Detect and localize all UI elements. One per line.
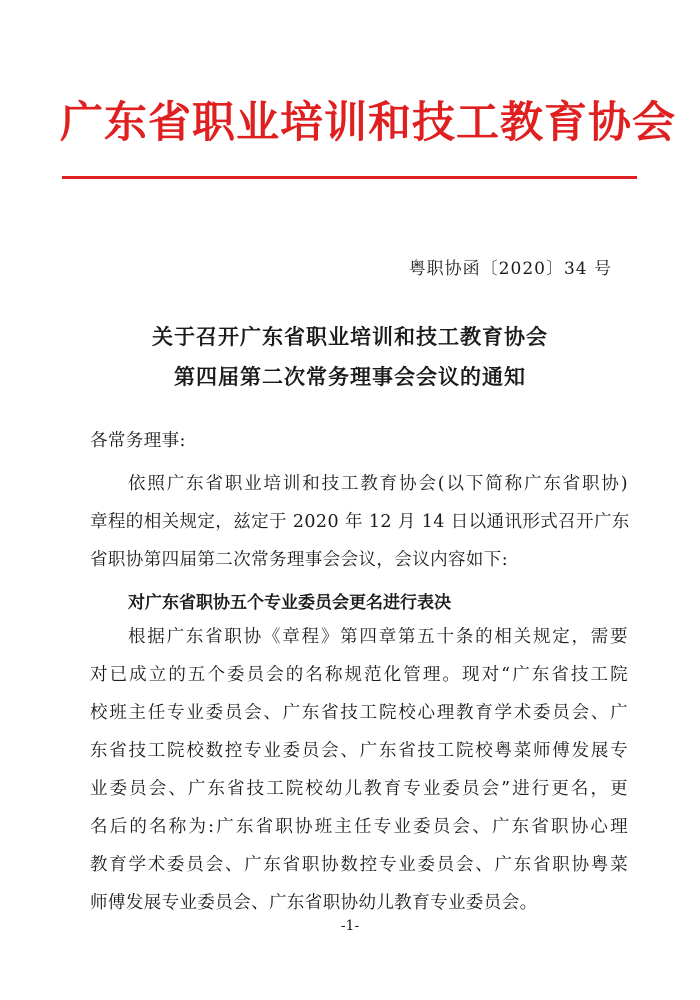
paragraph-2-line: 东省技工院校数控专业委员会、广东省技工院校粤菜师傅发展专 [90, 741, 628, 761]
section-heading: 对广东省职协五个专业委员会更名进行表决 [128, 593, 451, 613]
document-number: 粤职协函〔2020〕34 号 [408, 259, 612, 279]
paragraph-2-line: 师傅发展专业委员会、广东省职协幼儿教育专业委员会。 [90, 893, 538, 913]
document-title-line-2: 第四届第二次常务理事会会议的通知 [174, 364, 526, 389]
organization-header: 广东省职业培训和技工教育协会 [60, 98, 676, 148]
page-number: -1- [340, 918, 360, 934]
paragraph-1-line: 依照广东省职业培训和技工教育协会(以下简称广东省职协) [128, 474, 628, 494]
paragraph-2-line: 业委员会、广东省技工院校幼儿教育专业委员会”进行更名，更 [90, 779, 628, 799]
paragraph-1-line: 省职协第四届第二次常务理事会会议，会议内容如下: [90, 550, 508, 570]
paragraph-2-line: 根据广东省职协《章程》第四章第五十条的相关规定，需要 [128, 627, 628, 647]
paragraph-1-line: 章程的相关规定，兹定于 2020 年 12 月 14 日以通讯形式召开广东 [90, 512, 630, 532]
paragraph-2-line: 校班主任专业委员会、广东省技工院校心理教育学术委员会、广 [90, 703, 628, 723]
paragraph-2-line: 名后的名称为:广东省职协班主任专业委员会、广东省职协心理 [90, 817, 628, 837]
salutation: 各常务理事: [90, 431, 186, 451]
document-title-line-1: 关于召开广东省职业培训和技工教育协会 [152, 324, 548, 349]
header-divider [62, 176, 637, 179]
paragraph-2-line: 教育学术委员会、广东省职协数控专业委员会、广东省职协粤菜 [90, 855, 628, 875]
paragraph-2-line: 对已成立的五个委员会的名称规范化管理。现对“广东省技工院 [90, 665, 628, 685]
